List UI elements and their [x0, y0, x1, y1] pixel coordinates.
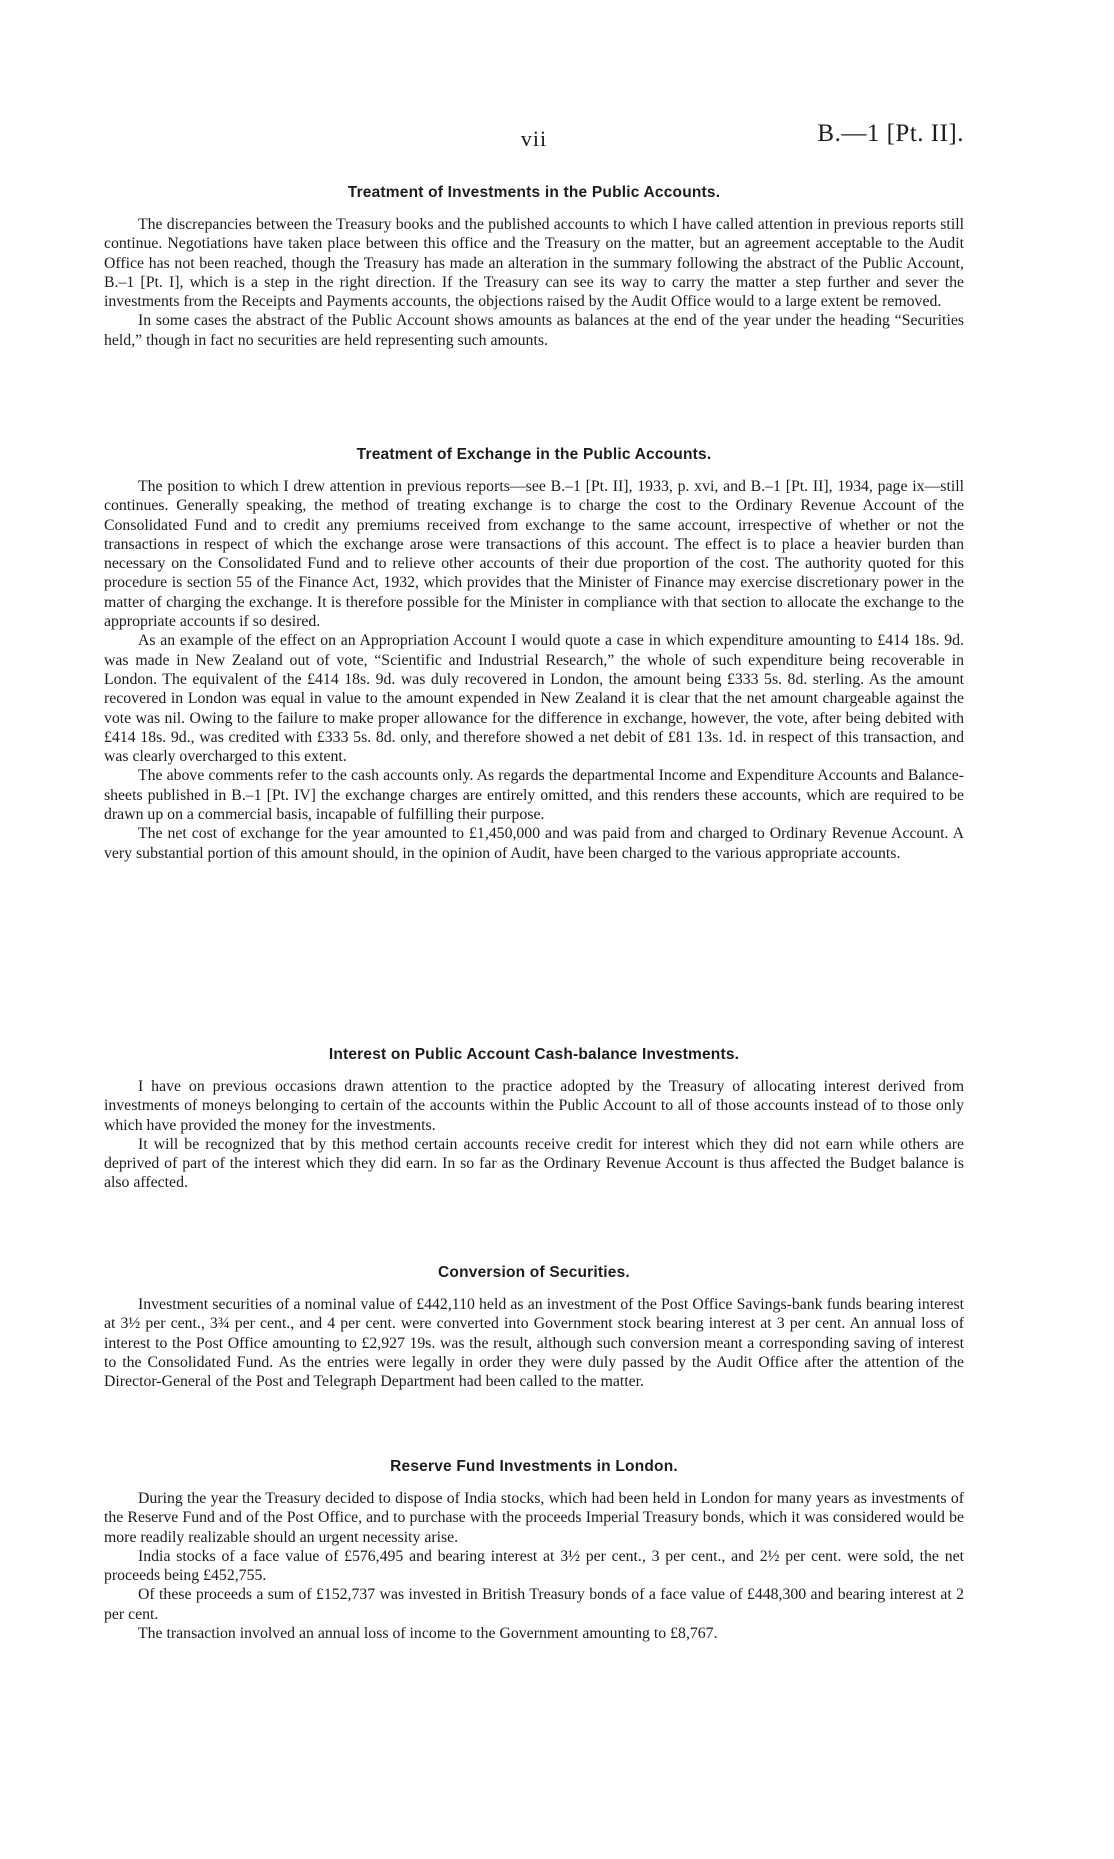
paragraph: The position to which I drew attention in previous reports—see B.–1 [Pt. II], 1933, p. xvi, and B.–1 [Pt. II], 1934, page ix—still continues. Generally speaking, the method of treating exchange is to charge the cost to the Ordinary Revenue Account of the Consolidated Fund and to credit any premiums received from exchange to the same account, irrespective of whether or not the transactions in respect of which the exchange arose were transactions of this account. The effect is to place a heavier burden than necessary on the Consolidated Fund and to relieve other accounts of their due proportion of the cost. The authority quoted for this procedure is section 55 of the Finance Act, 1932, which provides that the Minister of Finance may exercise discretionary power in the matter of charging the exchange. It is therefore possible for the Minister in compliance with that section to allocate the exchange to the appropriate accounts if so desired.: [104, 478, 964, 631]
paragraph: Of these proceeds a sum of £152,737 was invested in British Treasury bonds of a face value of £448,300 and bearing interest at 2 per cent.: [104, 1586, 964, 1623]
section-heading: Treatment of Exchange in the Public Accounts.: [356, 446, 712, 463]
paragraph: As an example of the effect on an Appropriation Account I would quote a case in which expenditure amounting to £414 18s. 9d. was made in New Zealand out of vote, “Scientific and Industrial Research,” the whole of such expenditure being recoverable in London. The equivalent of the £414 18s. 9d. was duly recovered in London, the amount being £333 5s. 8d. sterling. As the amount recovered in London was equal in value to the amount expended in New Zealand it is clear that the net amount chargeable against the vote was nil. Owing to the failure to make proper allowance for the difference in exchange, however, the vote, after being debited with £414 18s. 9d., was credited with £333 5s. 8d. only, and therefore showed a net debit of £81 13s. 1d. in respect of this transaction, and was clearly overcharged to this extent.: [104, 632, 964, 766]
paragraph: The above comments refer to the cash accounts only. As regards the departmental Income and Expenditure Accounts and Balance-sheets published in B.–1 [Pt. IV] the exchange charges are entirely omitted, and this renders these accounts, which are required to be drawn up on a commercial basis, incapable of fulfilling their purpose.: [104, 767, 964, 824]
section-conversion: [104, 1264, 964, 1391]
section-interest: [104, 1046, 964, 1193]
section-exchange: [104, 446, 964, 863]
paragraph: The transaction involved an annual loss of income to the Government amounting to £8,767.: [138, 1625, 718, 1643]
paragraph: It will be recognized that by this method certain accounts receive credit for interest which they did not earn while others are deprived of part of the interest which they did earn. In so far as the Ordinary Revenue Account is thus affected the Budget balance is also affected.: [104, 1135, 964, 1192]
paragraph: India stocks of a face value of £576,495 and bearing interest at 3½ per cent., 3 per cent., and 2½ per cent. were sold, the net proceeds being £452,755.: [104, 1547, 964, 1585]
paragraph: During the year the Treasury decided to dispose of India stocks, which had been held in London for many years as investments of the Reserve Fund and of the Post Office, and to purchase with the proceeds Imperial Treasury bonds, which it was considered would be more readily realizable should an urgent necessity arise.: [104, 1490, 964, 1546]
paragraph: I have on previous occasions drawn attention to the practice adopted by the Treasury of allocating interest derived from investments of moneys belonging to certain of the accounts within the Public Account to all of those accounts instead of to those only which have provided the money for the investments.: [104, 1078, 964, 1134]
section-investments: [104, 184, 964, 350]
page-number: vii: [520, 126, 548, 151]
section-heading: Reserve Fund Investments in London.: [390, 1458, 678, 1475]
paragraph: The discrepancies between the Treasury books and the published accounts to which I have called attention in previous reports still continue. Negotiations have taken place between this office and the Treasury on the matter, but an agreement acceptable to the Audit Office has not been reached, though the Treasury has made an alteration in the summary following the abstract of the Public Account, B.–1 [Pt. I], which is a step in the right direction. If the Treasury can see its way to carry the matter a step further and sever the investments from the Receipts and Payments accounts, the objections raised by the Audit Office would to a large extent be removed.: [104, 216, 964, 311]
section-reserve-fund: [104, 1458, 964, 1643]
section-heading: Conversion of Securities.: [438, 1264, 630, 1281]
paragraph: Investment securities of a nominal value of £442,110 held as an investment of the Post Office Savings-bank funds bearing interest at 3½ per cent., 3¾ per cent., and 4 per cent. were converted into Government stock bearing interest at 3 per cent. An annual loss of interest to the Post Office amounting to £2,927 19s. was the result, although such conversion meant a corresponding saving of interest to the Consolidated Fund. As the entries were legally in order they were duly passed by the Audit Office after the attention of the Director-General of the Post and Telegraph Department had been called to the matter.: [104, 1296, 964, 1391]
section-heading: Treatment of Investments in the Public Accounts.: [347, 184, 721, 201]
paragraph: In some cases the abstract of the Public Account shows amounts as balances at the end of the year under the heading “Securities held,” though in fact no securities are held representing such amounts.: [104, 312, 964, 349]
paragraph: The net cost of exchange for the year amounted to £1,450,000 and was paid from and charged to Ordinary Revenue Account. A very substantial portion of this amount should, in the opinion of Audit, have been charged to the various appropriate accounts.: [104, 825, 964, 862]
section-heading: Interest on Public Account Cash-balance Investments.: [328, 1046, 740, 1063]
document-reference: B.—1 [Pt. II].: [817, 120, 964, 147]
